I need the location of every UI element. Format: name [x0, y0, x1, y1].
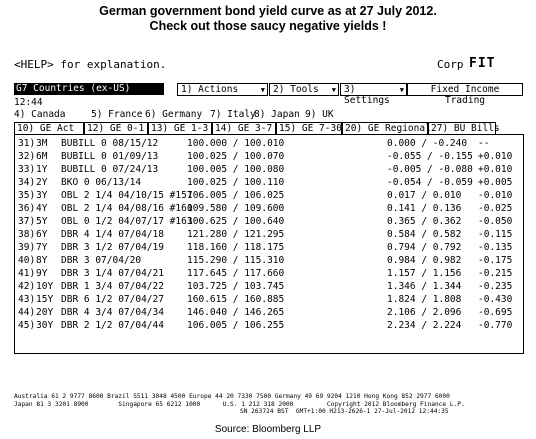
price-cell: 115.290 / 115.310	[187, 255, 285, 266]
change-cell: -0.050	[478, 216, 513, 227]
tab-ge-7-30[interactable]: 15) GE 7-30	[276, 122, 342, 134]
country-germany[interactable]: 6) Germany	[145, 109, 203, 120]
price-cell: 106.005 / 106.255	[187, 320, 285, 331]
row-number: 34)	[18, 177, 36, 188]
change-cell: +0.005	[478, 177, 513, 188]
tenor-cell: 8Y	[36, 255, 48, 266]
price-cell: 100.005 / 100.080	[187, 164, 285, 175]
settings-label: 3) Settings	[344, 84, 390, 106]
tenor-cell: 6M	[36, 151, 48, 162]
price-cell: 109.580 / 109.600	[187, 203, 285, 214]
change-cell: +0.010	[478, 164, 513, 175]
price-cell: 100.025 / 100.070	[187, 151, 285, 162]
footer-line-2: Japan 81 3 3201 8900 Singapore 65 6212 1000 U.S. 1 212 318 2000 Copyright 2012 Bloomberg Finance L.P.	[14, 400, 465, 408]
price-cell: 100.625 / 100.640	[187, 216, 285, 227]
yield-cell: 0.017 / 0.010	[387, 190, 462, 201]
tools-menu-button[interactable]	[269, 83, 339, 96]
tab-bar	[14, 122, 524, 134]
row-number: 45)	[18, 320, 36, 331]
tab-ge-regional[interactable]: 20) GE Regional	[342, 122, 428, 134]
tools-label: 2) Tools	[273, 84, 319, 95]
change-cell: -0.175	[478, 255, 513, 266]
country-canada[interactable]: 4) Canada	[14, 109, 66, 120]
yield-cell: 0.365 / 0.362	[387, 216, 462, 227]
change-cell: -0.025	[478, 203, 513, 214]
tab-ge-0-1[interactable]: 12) GE 0-1	[84, 122, 148, 134]
change-cell: --	[478, 138, 490, 149]
row-number: 43)	[18, 294, 36, 305]
tenor-cell: 20Y	[36, 307, 54, 318]
row-number: 40)	[18, 255, 36, 266]
region-select[interactable]: G7 Countries (ex-US)	[14, 83, 164, 95]
security-cell: BUBILL 0 07/24/13	[61, 164, 159, 175]
change-cell: -0.010	[478, 190, 513, 201]
yield-cell: 2.106 / 2.096	[387, 307, 462, 318]
title-line-1: German government bond yield curve as at 27 July 2012.	[99, 4, 437, 18]
security-cell: DBR 2 1/2 07/04/44	[61, 320, 164, 331]
change-cell: -0.215	[478, 268, 513, 279]
actions-menu-button[interactable]	[177, 83, 268, 96]
yield-cell: 0.141 / 0.136	[387, 203, 462, 214]
price-cell: 103.725 / 103.745	[187, 281, 285, 292]
price-cell: 121.280 / 121.295	[187, 229, 285, 240]
yield-cell: 0.794 / 0.792	[387, 242, 462, 253]
row-number: 37)	[18, 216, 36, 227]
page-title	[0, 4, 536, 34]
yield-cell: 2.234 / 2.224	[387, 320, 462, 331]
row-number: 38)	[18, 229, 36, 240]
row-number: 33)	[18, 164, 36, 175]
tenor-cell: 3Y	[36, 190, 48, 201]
price-cell: 100.000 / 100.010	[187, 138, 285, 149]
tenor-cell: 5Y	[36, 216, 48, 227]
security-cell: DBR 1 3/4 07/04/22	[61, 281, 164, 292]
row-number: 44)	[18, 307, 36, 318]
tenor-cell: 10Y	[36, 281, 54, 292]
yield-cell: -0.054 / -0.059	[387, 177, 473, 188]
help-text: <HELP> for explanation.	[14, 58, 167, 71]
change-cell: -0.770	[478, 320, 513, 331]
time-display: 12:44	[14, 97, 43, 108]
security-cell: BUBILL 0 08/15/12	[61, 138, 159, 149]
country-france[interactable]: 5) France	[91, 109, 143, 120]
security-cell: DBR 3 1/4 07/04/21	[61, 268, 164, 279]
tenor-cell: 7Y	[36, 242, 48, 253]
change-cell: -0.115	[478, 229, 513, 240]
title-line-2: Check out those saucy negative yields !	[149, 19, 387, 33]
dropdown-arrow-icon: ▼	[331, 86, 336, 94]
change-cell: -0.430	[478, 294, 513, 305]
tenor-cell: 3M	[36, 138, 48, 149]
tenor-cell: 9Y	[36, 268, 48, 279]
country-uk[interactable]: 9) UK	[305, 109, 334, 120]
price-cell: 100.025 / 100.110	[187, 177, 285, 188]
change-cell: -0.135	[478, 242, 513, 253]
settings-menu-button[interactable]	[340, 83, 407, 106]
row-number: 32)	[18, 151, 36, 162]
fit-function-label[interactable]: FIT	[469, 56, 496, 71]
bond-table	[14, 134, 524, 354]
row-number: 39)	[18, 242, 36, 253]
security-cell: DBR 3 1/2 07/04/19	[61, 242, 164, 253]
change-cell: -0.235	[478, 281, 513, 292]
security-cell: BUBILL 0 01/09/13	[61, 151, 159, 162]
source-caption: Source: Bloomberg LLP	[214, 424, 322, 435]
tenor-cell: 2Y	[36, 177, 48, 188]
security-cell: DBR 4 3/4 07/04/34	[61, 307, 164, 318]
price-cell: 117.645 / 117.660	[187, 268, 285, 279]
price-cell: 118.160 / 118.175	[187, 242, 285, 253]
tenor-cell: 6Y	[36, 229, 48, 240]
dropdown-arrow-icon: ▼	[399, 86, 404, 94]
bloomberg-footer	[14, 393, 465, 416]
yield-cell: 1.824 / 1.808	[387, 294, 462, 305]
yield-cell: -0.005 / -0.080	[387, 164, 473, 175]
tenor-cell: 30Y	[36, 320, 54, 331]
row-number: 42)	[18, 281, 36, 292]
security-cell: OBL 0 1/2 04/07/17 #163	[61, 216, 193, 227]
row-number: 41)	[18, 268, 36, 279]
yield-cell: 1.157 / 1.156	[387, 268, 462, 279]
tab-bu-bills[interactable]: 27) BU Bills	[428, 122, 496, 134]
security-cell: DBR 6 1/2 07/04/27	[61, 294, 164, 305]
footer-line-1: Australia 61 2 9777 8600 Brazil 5511 3048 4500 Europe 44 20 7330 7500 Germany 49 69 9204 1210 Hong Kong 852 2977 6000	[14, 393, 450, 400]
price-cell: 160.615 / 160.885	[187, 294, 285, 305]
yield-cell: 1.346 / 1.344	[387, 281, 462, 292]
dropdown-arrow-icon: ▼	[260, 86, 265, 94]
row-number: 31)	[18, 138, 36, 149]
yield-cell: 0.984 / 0.982	[387, 255, 462, 266]
fixed-income-trading-button[interactable]: Fixed Income Trading	[407, 83, 523, 96]
tab-ge-3-7[interactable]: 14) GE 3-7	[212, 122, 276, 134]
price-cell: 146.040 / 146.265	[187, 307, 285, 318]
security-cell: OBL 2 1/4 04/10/15 #157	[61, 190, 193, 201]
country-japan[interactable]: 8) Japan	[254, 109, 300, 120]
security-cell: OBL 2 1/4 04/08/16 #160	[61, 203, 193, 214]
yield-cell: -0.055 / -0.155	[387, 151, 473, 162]
change-cell: +0.010	[478, 151, 513, 162]
corp-label[interactable]: Corp	[437, 58, 464, 71]
tenor-cell: 1Y	[36, 164, 48, 175]
security-cell: BKO 0 06/13/14	[61, 177, 142, 188]
tab-ge-1-3[interactable]: 13) GE 1-3	[148, 122, 212, 134]
footer-line-3: SN 263724 BST GMT+1:00 H213-2626-1 27-Jul-2012 12:44:35	[240, 408, 449, 415]
price-cell: 106.005 / 106.025	[187, 190, 285, 201]
actions-label: 1) Actions	[181, 84, 239, 95]
change-cell: -0.695	[478, 307, 513, 318]
tenor-cell: 15Y	[36, 294, 54, 305]
tab-ge-act[interactable]: 10) GE Act	[14, 122, 84, 134]
yield-cell: 0.584 / 0.582	[387, 229, 462, 240]
security-cell: DBR 4 1/4 07/04/18	[61, 229, 164, 240]
row-number: 35)	[18, 190, 36, 201]
yield-cell: 0.000 / -0.240	[387, 138, 468, 149]
tenor-cell: 4Y	[36, 203, 48, 214]
row-number: 36)	[18, 203, 36, 214]
country-italy[interactable]: 7) Italy	[210, 109, 256, 120]
security-cell: DBR 3 07/04/20	[61, 255, 142, 266]
